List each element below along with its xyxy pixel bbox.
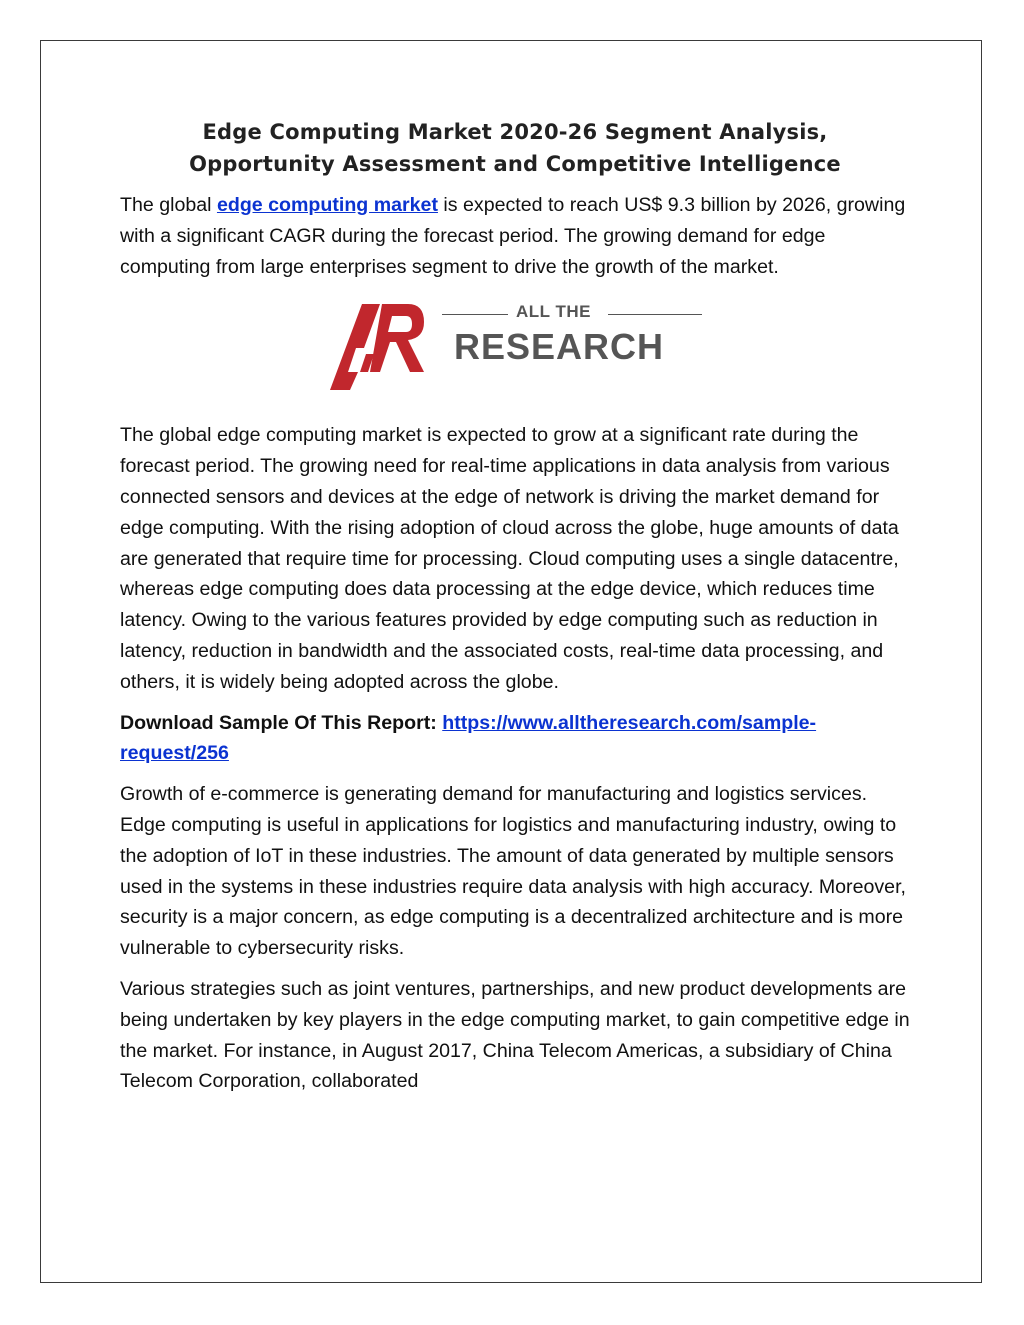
logo-big-text: RESEARCH	[454, 326, 665, 368]
title-line-2: Opportunity Assessment and Competitive Intelligence	[189, 152, 841, 176]
intro-text-after: is expected to reach US$ 9.3 billion by 2026, growing with a significant CAGR during the forecast period. The growing demand for edge computing from large enterprises segment to drive the growth of the market.	[120, 194, 906, 278]
download-sample-line	[120, 708, 910, 770]
all-the-research-logo	[120, 300, 910, 400]
paragraph-ecommerce: Growth of e-commerce is generating demand for manufacturing and logistics services. Edge computing is useful in applications for logistics and manufacturing industry, owing to the adoption of IoT in these industries. The amount of data generated by multiple sensors used in the systems in these industries require data analysis with high accuracy. Moreover, security is a major concern, as edge computing is a decentralized architecture and is more vulnerable to cybersecurity risks.	[120, 783, 906, 960]
document-body	[120, 116, 910, 1107]
edge-computing-market-link[interactable]: edge computing market	[216, 194, 438, 216]
sample-request-link[interactable]: https://www.alltheresearch.com/sample-request/256	[120, 711, 817, 765]
title-line-1: Edge Computing Market 2020-26 Segment Analysis,	[202, 120, 828, 144]
intro-text-before: The global	[120, 194, 217, 216]
paragraph-strategies: Various strategies such as joint ventures, partnerships, and new product developments are being undertaken by key players in the edge computing market, to gain competitive edge in the market. For instance, in August 2017, China Telecom Americas, a subsidiary of China Telecom Corporation, collaborated	[120, 977, 910, 1093]
logo-rule-right	[608, 314, 702, 315]
download-label: Download Sample Of This Report:	[120, 711, 443, 734]
document-title	[120, 116, 910, 180]
logo-small-text: ALL THE	[516, 302, 591, 322]
intro-paragraph	[120, 190, 910, 282]
paragraph-market-growth: The global edge computing market is expected to grow at a significant rate during the forecast period. The growing need for real-time applications in data analysis from various connected sensors and devices at the edge of network is driving the market demand for edge computing. With the rising adoption of cloud across the globe, huge amounts of data are generated that require time for processing. Cloud computing uses a single datacentre, whereas edge computing does data processing at the edge device, which reduces time latency. Owing to the various features provided by edge computing such as reduction in latency, reduction in bandwidth and the associated costs, real-time data processing, and others, it is widely being adopted across the globe.	[120, 424, 899, 693]
logo-rule-left	[442, 314, 508, 315]
ar-logo-mark-icon	[328, 300, 428, 392]
